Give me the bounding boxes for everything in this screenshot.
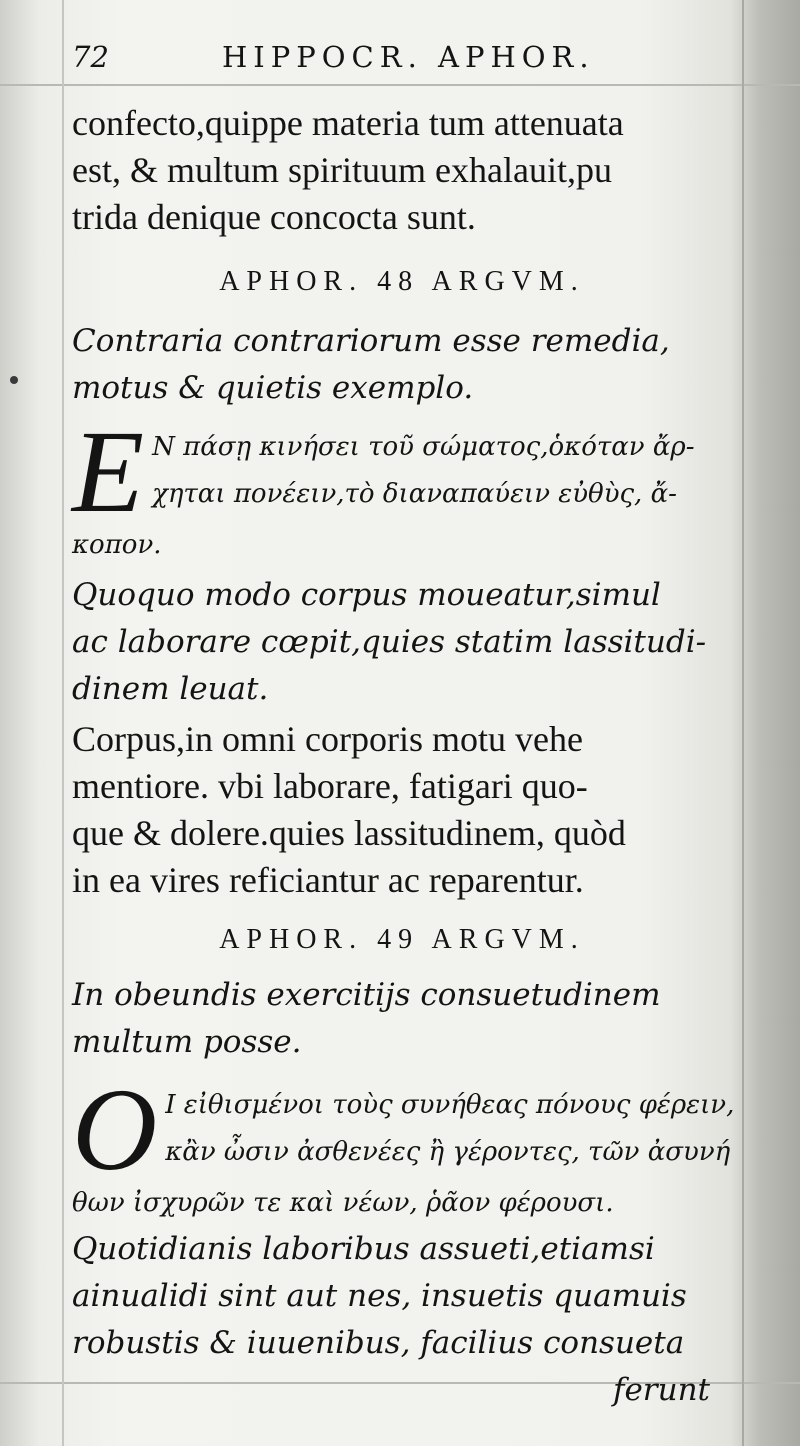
text-line: ac laborare cœpit,quies statim lassitudi- [72,624,707,660]
ghost-rule [62,0,64,1446]
ghost-rule [742,0,744,1446]
text-line: dinem leuat. [72,671,269,707]
text-line: ainualidi sint aut nes, insuetis quamuis [72,1278,687,1314]
text-line: κοπον. [72,530,162,560]
text-line: θων ἰσχυρῶν τε καὶ νέων, ῥᾶον φέρουσι. [72,1188,614,1218]
aphorism-48-argument [72,318,732,412]
text-line: multum posse. [72,1024,302,1060]
text-line: est, & multum spirituum exhalauit,pu [72,150,612,190]
aphorism-48-greek [72,406,732,569]
aphorism-49-argument [72,972,732,1066]
text-line: que & dolere.quies lassitudinem, quòd [72,813,626,853]
text-line: Quotidianis laboribus assueti,etiamsi [72,1231,655,1267]
text-line: trida denique concocta sunt. [72,197,476,237]
text-line: motus & quietis exemplo. [72,370,474,406]
aphorism-49-latin [72,1226,732,1414]
aphorism-49-greek [72,1064,735,1227]
running-title: HIPPOCR. APHOR. [222,40,595,74]
text-line: confecto,quippe materia tum attenuata [72,103,624,143]
text-line: in ea vires reficiantur ac reparentur. [72,860,584,900]
margin-mark [10,376,18,384]
text-line: Ι εἰθισμένοι τοὺς συνήθεας πόνους φέρειν, [165,1090,735,1120]
aphorism-49-heading: APHOR. 49 ARGVM. [219,924,585,955]
text-line: κἂν ὦσιν ἀσθενέες ἢ γέροντες, τῶν ἀσυνή [165,1137,731,1167]
text-line: χηται πονέειν,τὸ διαναπαύειν εὐθὺς, ἄ- [152,479,677,509]
text-line: mentiore. vbi laborare, fatigari quo- [72,766,588,806]
text-line: robustis & iuuenibus, facilius consueta [72,1325,685,1361]
aphorism-48-commentary [72,716,732,904]
text-line: In obeundis exercitijs consuetudinem [72,977,661,1013]
text-line: Contraria contrariorum esse remedia, [72,323,670,359]
text-line: Ν πάσῃ κινήσει τοῦ σώματος,ὁκόταν ἄρ- [152,432,695,462]
running-header [72,40,712,86]
paragraph-continuation [72,100,732,241]
aphorism-48-latin [72,572,732,713]
text-line: ferunt [612,1372,710,1408]
page-number: 72 [72,40,109,74]
drop-cap-initial: O [72,1064,158,1195]
text-line: Corpus,in omni corporis motu vehe [72,719,583,759]
aphorism-48-heading: APHOR. 48 ARGVM. [219,266,585,297]
drop-cap-initial: E [72,406,145,537]
text-line: Quoquo modo corpus moueatur,simul [72,577,661,613]
